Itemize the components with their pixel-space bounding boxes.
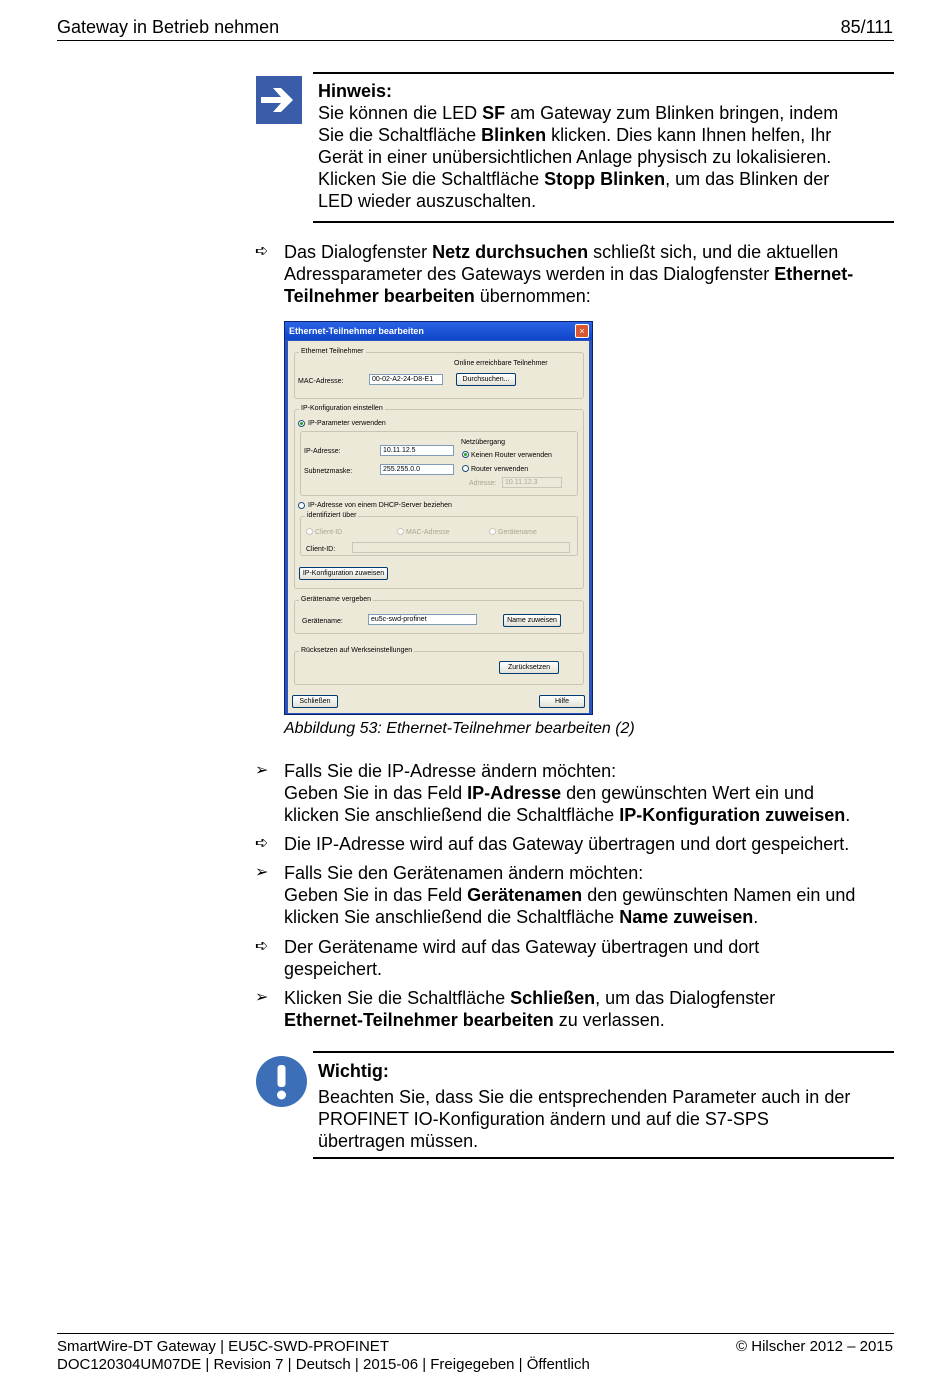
note-line: Sie die Schaltfläche Blinken klicken. Dies kann Ihnen helfen, Ihr xyxy=(318,125,832,145)
reset-button[interactable]: Zurücksetzen xyxy=(499,661,559,674)
note-title: Hinweis: xyxy=(318,81,393,101)
arrow-right-icon xyxy=(256,76,302,124)
result-paragraph: Das Dialogfenster Netz durchsuchen schließt sich, und die aktuellen Adressparameter des Gateways werden in das Dialogfenster Ethernet- Teilnehmer bearbeiten übernommen: xyxy=(284,242,854,306)
figure-caption: Abbildung 53: Ethernet-Teilnehmer bearbeiten (2) xyxy=(284,720,635,737)
note-hinweis xyxy=(318,80,894,212)
radio-use-ip[interactable] xyxy=(298,420,305,427)
assign-ip-button[interactable]: IP-Konfiguration zuweisen xyxy=(299,567,388,580)
mac-field[interactable]: 00-02-A2-24-D8-E1 xyxy=(369,374,443,385)
result-bullet-icon: ➪ xyxy=(255,835,269,852)
note-bottom-rule xyxy=(313,221,894,223)
important-title: Wichtig: xyxy=(318,1061,389,1081)
no-router-label: Keinen Router verwenden xyxy=(471,452,552,459)
dialog-close-icon[interactable]: × xyxy=(575,324,589,338)
page-number: 85/111 xyxy=(840,17,893,37)
mask-label: Subnetzmaske: xyxy=(304,468,353,475)
use-router-label: Router verwenden xyxy=(471,466,529,473)
result-bullet-icon: ➪ xyxy=(255,938,269,955)
client-id-field[interactable] xyxy=(352,542,570,553)
close-button[interactable]: Schließen xyxy=(292,695,338,708)
exclamation-icon xyxy=(256,1056,307,1107)
note-line: Sie können die LED SF am Gateway zum Blinken bringen, indem xyxy=(318,103,839,123)
dialog-titlebar: Ethernet-Teilnehmer bearbeiten xyxy=(285,322,592,340)
use-ip-label: IP-Parameter verwenden xyxy=(308,420,386,427)
step-bullet-icon: ➢ xyxy=(255,864,269,881)
dialog-screenshot xyxy=(284,321,593,715)
device-name-field[interactable]: eu5c-swd-profinet xyxy=(368,614,477,625)
note-wichtig: Wichtig: Beachten Sie, dass Sie die entsprechenden Parameter auch in der PROFINET IO-Konfiguration ändern und auf die S7-SPS übertragen müssen. xyxy=(318,1060,894,1152)
result-bullet-icon: ➪ xyxy=(255,243,269,260)
footer-document-info: DOC120304UM07DE | Revision 7 | Deutsch | 2015-06 | Freigegeben | Öffentlich xyxy=(57,1356,590,1373)
footer-copyright: © Hilscher 2012 – 2015 xyxy=(736,1338,893,1355)
important-bottom-rule xyxy=(313,1157,894,1159)
header-rule xyxy=(57,40,894,41)
radio-use-router[interactable] xyxy=(462,465,469,472)
ip-label: IP-Adresse: xyxy=(304,448,341,455)
important-top-rule xyxy=(313,1051,894,1053)
radio-device-name[interactable] xyxy=(489,528,496,535)
radio-no-router[interactable] xyxy=(462,451,469,458)
step-paragraph: Falls Sie den Gerätenamen ändern möchten: Geben Sie in das Feld Gerätenamen den gewünschten Namen ein und klicken Sie anschließend die Schaltfläche Name zuweisen. xyxy=(284,863,856,927)
router-address-label: Adresse: xyxy=(469,480,497,487)
running-header-section: Gateway in Betrieb nehmen xyxy=(57,17,280,37)
mac-option: MAC-Adresse xyxy=(406,529,450,536)
group-ethernet: Ethernet Teilnehmer xyxy=(294,352,584,399)
gateway-group-label: Netzübergang xyxy=(461,439,505,446)
result-paragraph: Der Gerätename wird auf das Gateway übertragen und dort gespeichert. xyxy=(284,937,760,979)
dhcp-label: IP-Adresse von einem DHCP-Server beziehen xyxy=(308,502,452,509)
note-line: LED wieder auszuschalten. xyxy=(318,191,537,211)
radio-client-id[interactable] xyxy=(306,528,313,535)
client-id-label: Client-ID: xyxy=(306,546,336,553)
footer-rule xyxy=(57,1333,894,1334)
router-address-field[interactable]: 10.11.12.3 xyxy=(502,477,562,488)
step-bullet-icon: ➢ xyxy=(255,989,269,1006)
radio-mac[interactable] xyxy=(397,528,404,535)
ip-address-field[interactable]: 10.11.12.5 xyxy=(380,445,454,456)
dialog-body xyxy=(288,341,589,713)
step-bullet-icon: ➢ xyxy=(255,762,269,779)
radio-dhcp[interactable] xyxy=(298,502,305,509)
footer-product: SmartWire-DT Gateway | EU5C-SWD-PROFINET xyxy=(57,1338,389,1355)
mac-label: MAC-Adresse: xyxy=(298,378,344,385)
note-top-rule xyxy=(313,72,894,74)
step-paragraph: Falls Sie die IP-Adresse ändern möchten: Geben Sie in das Feld IP-Adresse den gewünschten Wert ein und klicken Sie anschließend die Schaltfläche IP-Konfiguration zuweisen. xyxy=(284,761,851,825)
device-name-label: Gerätename: xyxy=(302,618,343,625)
note-line: Klicken Sie die Schaltfläche Stopp Blinken, um das Blinken der xyxy=(318,169,830,189)
step-paragraph: Klicken Sie die Schaltfläche Schließen, um das Dialogfenster Ethernet-Teilnehmer bearbeiten zu verlassen. xyxy=(284,988,776,1030)
subnet-mask-field[interactable]: 255.255.0.0 xyxy=(380,464,454,475)
group-factory-reset: Rücksetzen auf Werkseinstellungen xyxy=(294,651,584,685)
search-button[interactable]: Durchsuchen... xyxy=(456,373,516,386)
group-identified-by: identifiziert über xyxy=(300,516,578,556)
group-device-name: Gerätename vergeben xyxy=(294,600,584,634)
help-button[interactable]: Hilfe xyxy=(539,695,585,708)
assign-name-button[interactable]: Name zuweisen xyxy=(503,614,561,627)
device-name-option: Gerätename xyxy=(498,529,537,536)
result-paragraph: Die IP-Adresse wird auf das Gateway übertragen und dort gespeichert. xyxy=(284,834,850,854)
online-label: Online erreichbare Teilnehmer xyxy=(454,360,548,367)
client-id-option: Client-ID xyxy=(315,529,343,536)
note-line: Gerät in einer unübersichtlichen Anlage physisch zu lokalisieren. xyxy=(318,147,832,167)
group-ip-config: IP-Konfiguration einstellen xyxy=(294,409,584,589)
